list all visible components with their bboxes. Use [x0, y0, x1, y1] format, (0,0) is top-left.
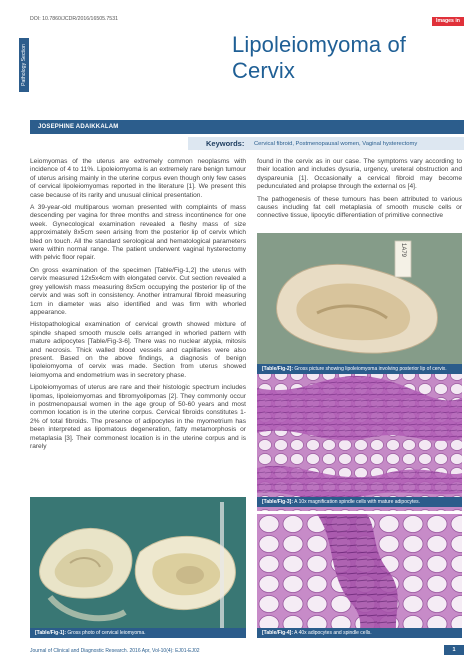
- article-title: Lipoleiomyoma of Cervix: [232, 32, 407, 83]
- paragraph: found in the cervix as in our case. The symptoms vary according to their location and includes dysuria, urgency, ureteral obstruction and dyspareunia [1]. Occasionally a cervical fibroid may become pedunculated and prolapse through the external os [4].: [257, 158, 462, 191]
- journal-footer: Journal of Clinical and Diagnostic Research. 2016 Apr, Vol-10(4): EJ01-EJ02: [30, 648, 200, 654]
- paragraph: Leiomyomas of the uterus are extremely common neoplasms with incidence of 4 to 11%. Lipoleiomyoma is an extremely rare benign tumour of uterus arising mainly in the uterine corpus even though only few cases of cervical lipoleiomyomas reported in the literature [1]. We present this case because of its rarity and unusual clinical presentation.: [30, 158, 246, 199]
- author-name: JOSEPHINE ADAIKKALAM: [38, 124, 119, 130]
- specimen-tag-label: 1A79: [400, 242, 406, 257]
- keywords-text: Cervical fibroid, Postmenopausal women, Vaginal hysterectomy: [254, 140, 418, 147]
- keywords-label: Keywords:: [206, 139, 245, 148]
- paragraph: Lipoleiomyomas of uterus are rare and their histologic spectrum includes lipomas, lipoleiomyomas and fibromyolipomas [2]. They commonly occur in postmenopausal women in the age group of 50-60 years and most common location is in the uterine corpus. Cervical fibroids constitutes 1-2% of total fibroids. The presence of adipocytes in the myometrium has been interpreted as lipomatous degeneration, fatty metamorphosis or metaplasia [3]. Their commonest location is in the uterine corpus and is rarely: [30, 384, 246, 450]
- figure-2-text: Gross picture showing lipoleiomyoma involving posterior lip of cervix.: [294, 366, 447, 372]
- body-column-right: [257, 158, 462, 225]
- figure-3-caption: [257, 497, 462, 507]
- figure-2-image: [257, 233, 462, 367]
- figure-3-label: [Table/Fig-3]:: [262, 499, 294, 505]
- paragraph: A 39-year-old multiparous woman presented with complaints of mass descending per vagina for three months and stress incontinence for one week. Gynecological examination revealed a fleshy mass of size approximately 8x5cm seen arising from the posterior lip of cervix which bled on touch. All the standard serological and hematological parameters were within normal range. The patient underwent vaginal hysterectomy with pelvic floor repair.: [30, 204, 246, 262]
- figure-4-caption: [257, 628, 462, 638]
- page-number: 1: [444, 645, 464, 655]
- keywords-bar: [188, 137, 464, 150]
- paragraph: The pathogenesis of these tumours has been attributed to various causes including fat cell metaplasia of smooth muscle cells or connective tissue, lipocytic differentiation of primitive connective: [257, 195, 462, 220]
- figure-4-text: A 40x adipocytes and spindle cells.: [294, 630, 372, 636]
- figure-2-label: [Table/Fig-2]:: [262, 366, 294, 372]
- section-side-tab: [19, 38, 29, 92]
- paragraph: On gross examination of the specimen [Table/Fig-1,2] the uterus with cervix measured 12x5x4cm with elongated cervix. Cut section revealed a grey yellowish mass measuring 8x5cm occupying the posterior lip of the cervix and was soft in consistency. Another intramural fibroid measuring 1cm in diameter was also identified and was firm with whorled appearance.: [30, 266, 246, 316]
- figure-3-image: [257, 368, 462, 511]
- doi-text: DOI: 10.7860/JCDR/2016/16505.7531: [30, 16, 118, 22]
- author-bar: [30, 121, 464, 134]
- figure-1-label: [Table/Fig-1]:: [35, 630, 67, 636]
- figure-4-label: [Table/Fig-4]:: [262, 630, 294, 636]
- section-badge: Images in Medicine: [432, 17, 464, 26]
- figure-1-image: [30, 497, 246, 637]
- paragraph: Histopathological examination of cervical growth showed mixture of spindle shaped smooth muscle cells arranged in whorled pattern with mature adipocytes [Table/Fig-3-6]. There was no nuclear atypia, mitosis and necrosis. Thick walled blood vessels and capillaries were also present. Based on the above findings, a diagnosis of benign lipoleiomyoma of cervix was made. Section from uterus showed leiomyoma and endometrium was in secretory phase.: [30, 321, 246, 379]
- figure-2-caption: [257, 364, 462, 374]
- figure-1-caption: [30, 628, 246, 638]
- figure-3-text: A 10x magnification spindle cells with mature adipocytes.: [294, 499, 421, 505]
- side-tab-label: Pathology Section: [21, 44, 27, 86]
- figure-1-text: Gross photo of cervical leiomyoma.: [67, 630, 146, 636]
- body-column-left: [30, 158, 246, 455]
- figure-4-image: [257, 514, 462, 638]
